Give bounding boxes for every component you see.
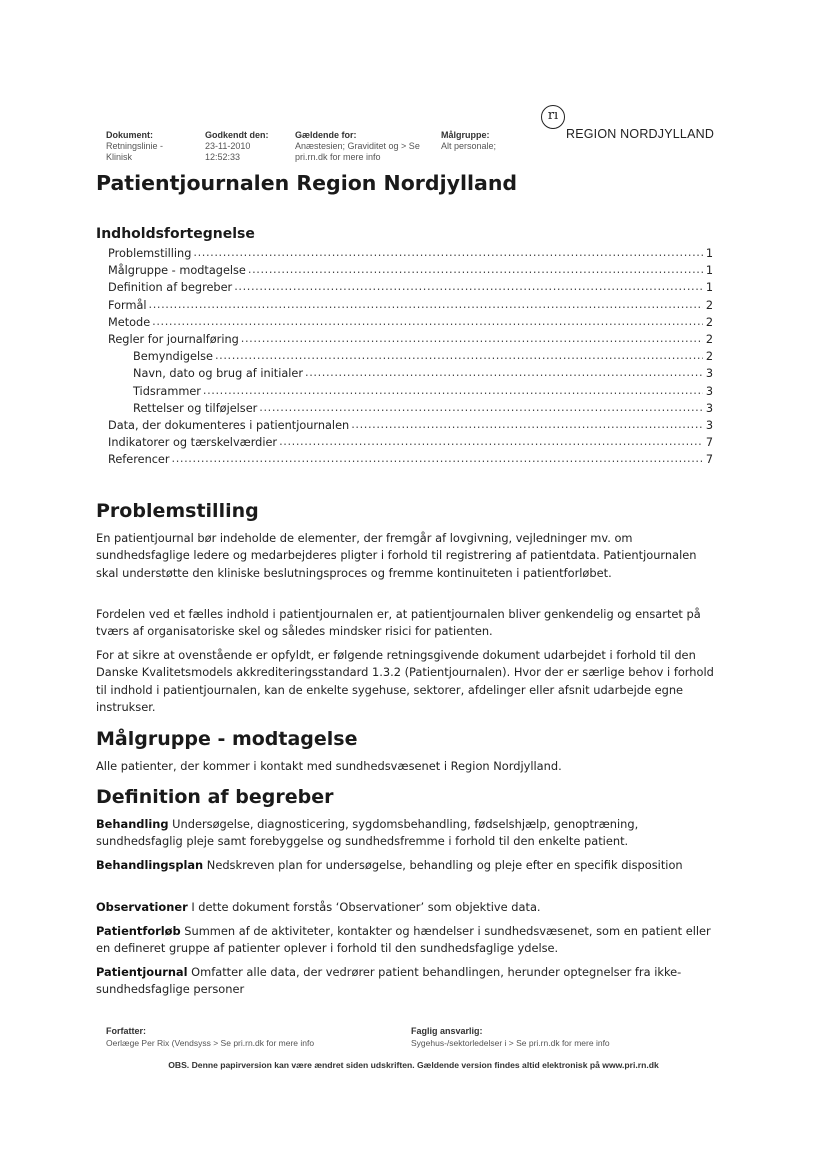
- footer-notice: OBS. Denne papirversion kan være ændret siden udskriften. Gældende version findes altid elektronisk på www.pri.rn.dk: [168, 1060, 659, 1070]
- meta-applies-value: Anæstesien; Graviditet og > Se pri.rn.dk for mere info: [295, 141, 420, 162]
- meta-target-value: Alt personale;: [441, 141, 497, 151]
- definition-text: Undersøgelse, diagnosticering, sygdomsbehandling, fødselshjælp, genoptræning, sundhedsfaglig pleje samt forebyggelse og sundhedsfremme i forhold til den enkelte patient.: [96, 817, 639, 849]
- toc-item-page: 1: [705, 281, 713, 295]
- toc-item-page: 2: [705, 298, 713, 312]
- toc-item-page: 2: [705, 332, 713, 346]
- toc-item-label: Navn, dato og brug af initialer: [133, 367, 303, 381]
- footer-responsible-label: Faglig ansvarlig:: [411, 1026, 483, 1036]
- toc-item[interactable]: [108, 453, 713, 470]
- problem-paragraph-2: Fordelen ved et fælles indhold i patientjournalen er, at patientjournalen bliver genkendelig og ensartet på tværs af organisatoriske skel og således mindsker risici for patienten.: [96, 607, 701, 639]
- definition-term: Behandlingsplan: [96, 858, 204, 872]
- toc-item-page: 3: [705, 367, 713, 381]
- toc-item-page: 3: [705, 418, 713, 432]
- toc-item-label: Data, der dokumenteres i patientjournalen: [108, 418, 350, 432]
- meta-target: [441, 129, 496, 152]
- definition-item: [96, 857, 716, 874]
- footer-author-value: Oerlæge Per Rix (Vendsyss > Se pri.rn.dk for mere info: [106, 1038, 315, 1048]
- logo-mark-icon: rı: [541, 105, 565, 129]
- definition-text: Omfatter alle data, der vedrører patient behandlingen, herunder optegnelser fra ikke-sundhedsfaglige personer: [96, 965, 682, 997]
- toc-item-page: 2: [705, 315, 713, 329]
- toc-subitem[interactable]: [108, 367, 713, 384]
- section-heading-definitions: Definition af begreber: [96, 786, 334, 808]
- toc-item-label: Referencer: [108, 453, 170, 467]
- definition-item: [96, 899, 716, 916]
- toc-item-label: Regler for journalføring: [108, 332, 239, 346]
- definition-text: I dette dokument forstås ‘Observationer’ som objektive data.: [187, 900, 541, 914]
- meta-document-value: Retningslinie - Klinisk: [106, 141, 164, 162]
- toc-item[interactable]: [108, 264, 713, 281]
- toc-item-page: 3: [705, 384, 713, 398]
- footer-author-label: Forfatter:: [106, 1026, 146, 1036]
- definition-item: [96, 816, 716, 851]
- region-logo: [541, 105, 716, 145]
- toc-item-label: Definition af begreber: [108, 281, 233, 295]
- table-of-contents: [108, 247, 713, 470]
- meta-applies-label: Gældende for:: [295, 130, 357, 140]
- meta-approved-value: 23-11-2010 12:52:33: [205, 141, 251, 162]
- problem-paragraph-1: En patientjournal bør indeholde de elementer, der fremgår af lovgivning, vejledninger mv. om sundhedsfaglige ledere og medarbejderes pligter i forhold til registrering af patientdata. Patientjournalen skal understøtte den kliniske beslutningsproces og fremme kontinuiteten i patientforløbet.: [96, 531, 697, 580]
- definition-term: Patientforløb: [96, 924, 181, 938]
- definition-term: Patientjournal: [96, 965, 188, 979]
- document-title: Patientjournalen Region Nordjylland: [96, 171, 518, 195]
- target-paragraph: Alle patienter, der kommer i kontakt med sundhedsvæsenet i Region Nordjylland.: [96, 759, 562, 773]
- toc-item-label: Målgruppe - modtagelse: [108, 264, 246, 278]
- toc-subitem[interactable]: [108, 402, 713, 419]
- footer-responsible-value: Sygehus-/sektorledelser i > Se pri.rn.dk for mere info: [411, 1038, 610, 1048]
- toc-item-label: Problemstilling: [108, 247, 192, 260]
- toc-item-page: 1: [705, 264, 713, 278]
- definition-term: Behandling: [96, 817, 169, 831]
- meta-target-label: Målgruppe:: [441, 130, 490, 140]
- toc-item-label: Bemyndigelse: [133, 350, 213, 364]
- toc-item[interactable]: [108, 436, 713, 453]
- meta-document: [106, 129, 163, 162]
- meta-approved-label: Godkendt den:: [205, 130, 269, 140]
- definition-item: [96, 923, 716, 958]
- toc-item-page: 2: [705, 350, 713, 364]
- toc-item-label: Indikatorer og tærskelværdier: [108, 436, 278, 450]
- toc-item-page: 1: [705, 247, 713, 260]
- meta-approved: [205, 129, 269, 162]
- toc-item-page: 7: [705, 436, 713, 450]
- section-heading-target: Målgruppe - modtagelse: [96, 728, 358, 750]
- definition-item: [96, 964, 716, 999]
- logo-text: REGION NORDJYLLAND: [566, 127, 715, 141]
- toc-subitem[interactable]: [108, 385, 713, 402]
- toc-item[interactable]: [108, 247, 713, 264]
- meta-document-label: Dokument:: [106, 130, 153, 140]
- toc-title: Indholdsfortegnelse: [96, 226, 255, 242]
- toc-item-label: Rettelser og tilføjelser: [133, 401, 258, 415]
- toc-item[interactable]: [108, 333, 713, 350]
- toc-item[interactable]: [108, 299, 713, 316]
- problem-paragraph-3: For at sikre at ovenstående er opfyldt, er følgende retningsgivende dokument udarbejdet i forhold til den Danske Kvalitetsmodels akkrediteringsstandard 1.3.2 (Patientjournalen). Hvor der er særlige behov i forhold til indhold i patientjournalen, kan de enkelte sygehuse, sektorer, afdelinger eller afsnit udarbejde egne instrukser.: [96, 648, 714, 715]
- toc-subitem[interactable]: [108, 350, 713, 367]
- toc-item[interactable]: [108, 281, 713, 298]
- toc-item-label: Metode: [108, 315, 151, 329]
- meta-applies: [295, 129, 420, 162]
- toc-item-label: Formål: [108, 298, 147, 312]
- definition-text: Nedskreven plan for undersøgelse, behandling og pleje efter en specifik disposition: [203, 858, 683, 872]
- definition-term: Observationer: [96, 900, 188, 914]
- toc-item-page: 7: [705, 453, 713, 467]
- section-heading-problem: Problemstilling: [96, 500, 259, 522]
- toc-item[interactable]: [108, 316, 713, 333]
- toc-item-page: 3: [705, 401, 713, 415]
- toc-item[interactable]: [108, 419, 713, 436]
- definition-text: Summen af de aktiviteter, kontakter og hændelser i sundhedsvæsenet, som en patient eller en defineret gruppe af patienter oplever i forhold til den sundhedsfaglige ydelse.: [96, 924, 711, 956]
- toc-item-label: Tidsrammer: [133, 384, 201, 398]
